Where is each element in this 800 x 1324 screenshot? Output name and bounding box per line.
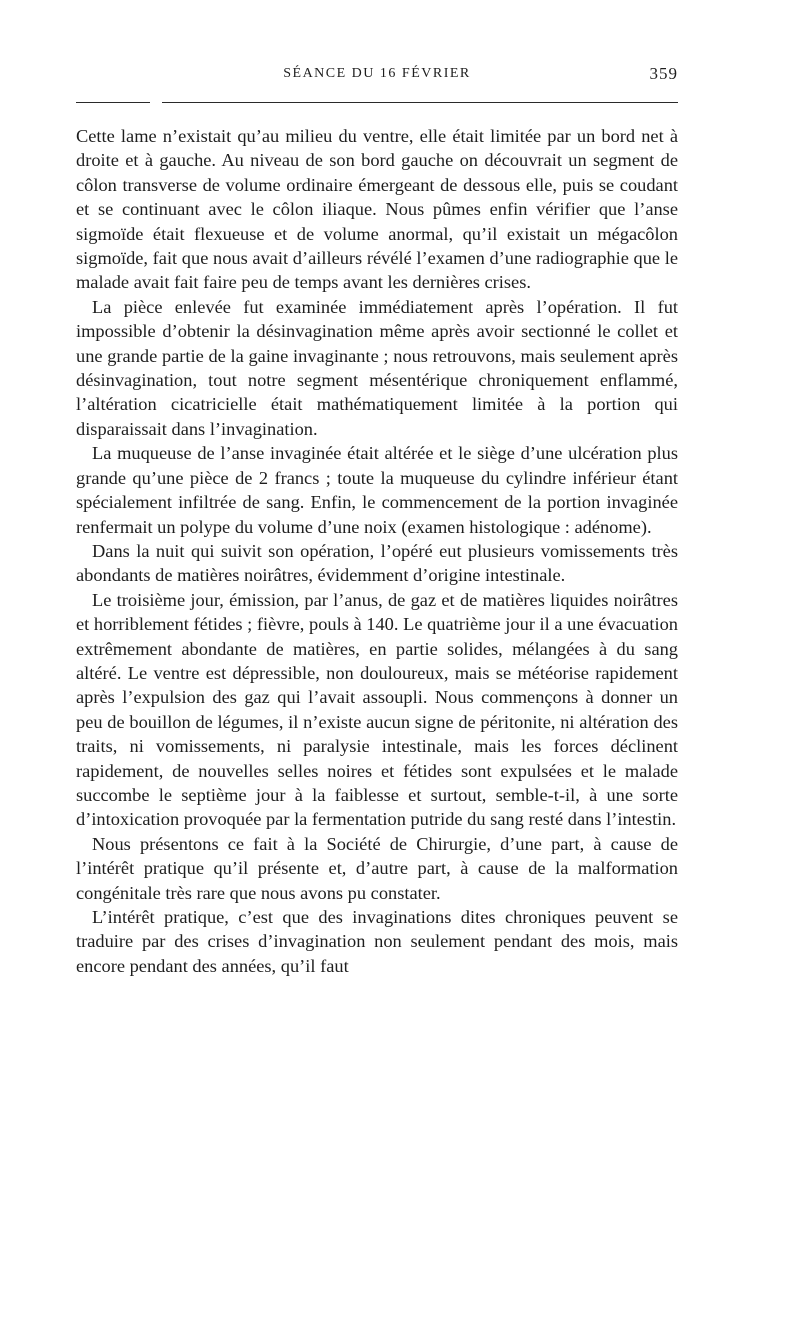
paragraph-2: La pièce enlevée fut examinée immédiatement après l’opération. Il fut impossible d’obtenir la désinvagination même après avoir sectionné le collet et une grande partie de la gaine invaginante ; nous retrouvons, mais seulement après désinvagination, tout notre segment mésentérique chroniquement enflammé, l’altération cicatricielle était mathématiquement limitée à la portion qui disparaissait dans l’invagination.: [76, 296, 678, 439]
running-header: [76, 56, 678, 90]
page-number: 359: [649, 64, 678, 83]
paragraph-3: La muqueuse de l’anse invaginée était altérée et le siège d’une ulcération plus grande qu’une pièce de 2 francs ; toute la muqueuse du cylindre inférieur étant spécialement infiltrée de sang. Enfin, le commencement de la portion invaginée renfermait un polype du volume d’une noix (examen histologique : adénome).: [76, 443, 678, 537]
paragraph-4: Dans la nuit qui suivit son opération, l’opéré eut plusieurs vomissements très abondants de matières noirâtres, évidemment d’origine intestinale.: [76, 540, 678, 586]
body-text: [76, 124, 678, 978]
paragraph-7: L’intérêt pratique, c’est que des invaginations dites chroniques peuvent se traduire par des crises d’invagination non seulement pendant des mois, mais encore pendant des années, qu’il faut: [76, 907, 678, 976]
header-rule-left: [76, 102, 150, 103]
running-title: SÉANCE DU 16 FÉVRIER: [283, 66, 471, 81]
header-rule-right: [162, 102, 678, 103]
paragraph-5: Le troisième jour, émission, par l’anus, de gaz et de matières liquides noirâtres et horriblement fétides ; fièvre, pouls à 140. Le quatrième jour il a une évacuation extrêmement abondante de matières, en partie solides, mélangées à du sang altéré. Le ventre est dépressible, non douloureux, mais se météorise rapidement après l’expulsion des gaz qui l’avait assoupli. Nous commençons à donner un peu de bouillon de légumes, il n’existe aucun signe de péritonite, ni altération des traits, ni vomissements, ni paralysie intestinale, mais les forces déclinent rapidement, de nouvelles selles noires et fétides sont expulsées et le malade succombe le septième jour à la faiblesse et surtout, semble-t-il, à une sorte d’intoxication provoquée par la fermentation putride du sang resté dans l’intestin.: [76, 589, 678, 830]
paragraph-6: Nous présentons ce fait à la Société de Chirurgie, d’une part, à cause de l’intérêt pratique qu’il présente et, d’autre part, à cause de la malformation congénitale très rare que nous avons pu constater.: [76, 833, 678, 903]
page: [76, 56, 678, 976]
paragraph-1: Cette lame n’existait qu’au milieu du ventre, elle était limitée par un bord net à droite et à gauche. Au niveau de son bord gauche on découvrait un segment de côlon transverse de volume ordinaire émergeant de dessous elle, puis se coudant et se continuant avec le côlon iliaque. Nous pûmes enfin vérifier que l’anse sigmoïde était flexueuse et de volume anormal, qu’il existait un mégacôlon sigmoïde, fait que nous avait d’ailleurs révélé l’examen d’une radiographie que le malade avait fait faire peu de temps avant les dernières crises.: [76, 126, 678, 293]
